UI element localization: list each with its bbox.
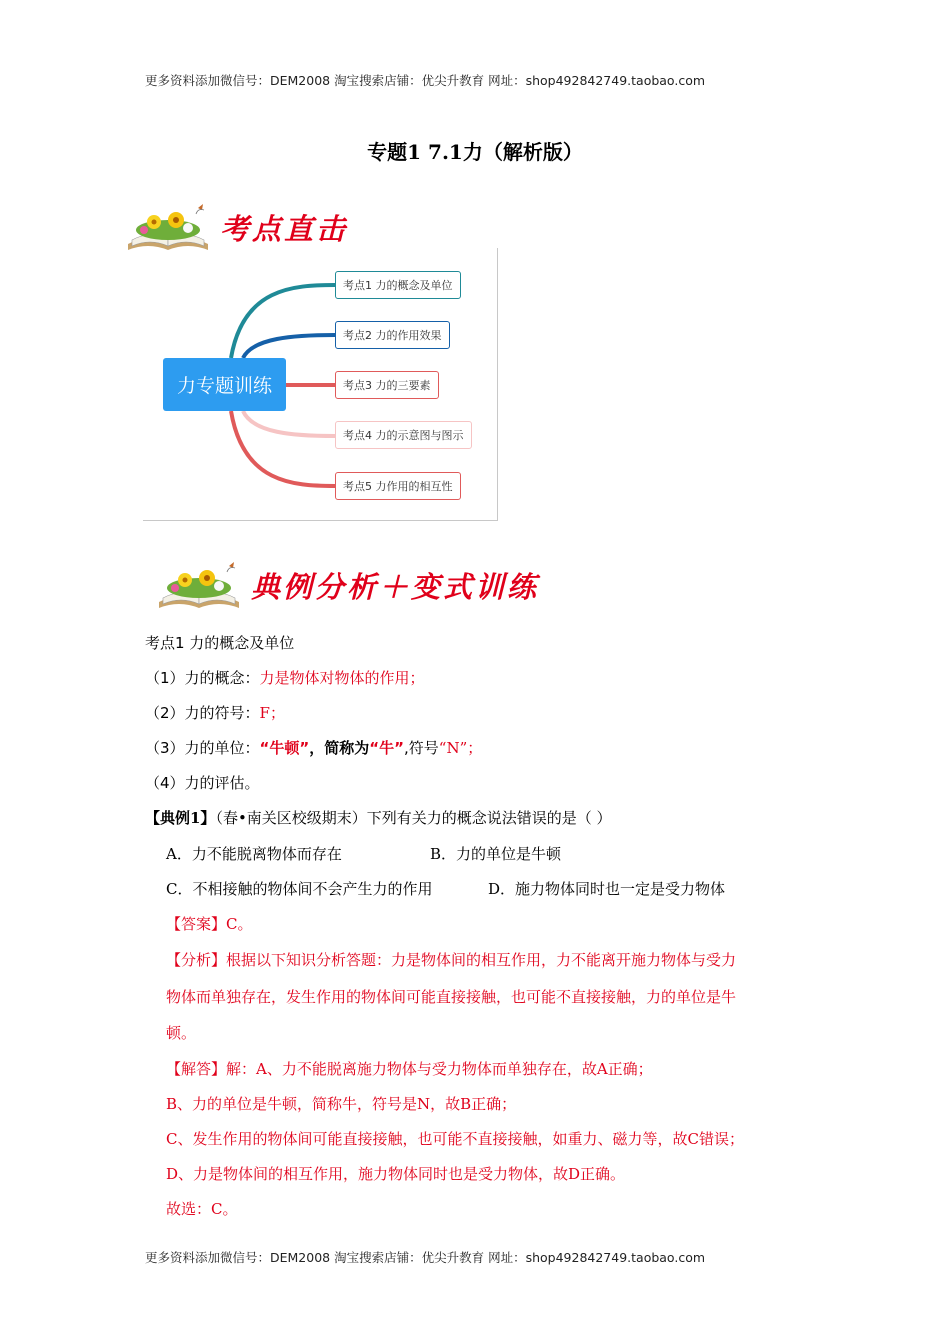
mindmap-leaf-5: 考点5 力作用的相互性	[335, 472, 461, 500]
concept-value: “N”；	[438, 739, 483, 757]
concept-value: F；	[259, 704, 285, 722]
page-title: 专题1 7.1力（解析版）	[367, 140, 583, 164]
analysis-line: 顿。	[166, 1024, 197, 1042]
choice-line: 故选：C。	[166, 1200, 238, 1218]
mindmap-leaf-4: 考点4 力的示意图与图示	[335, 421, 472, 449]
mindmap-leaf-2: 考点2 力的作用效果	[335, 321, 450, 349]
concept-line-3	[145, 737, 482, 758]
mindmap	[143, 248, 498, 521]
option-a: A．力不能脱离物体而存在	[166, 845, 342, 863]
concept-label: （2）力的符号：	[145, 704, 260, 722]
page-header: 更多资料添加微信号：DEM2008 淘宝搜索店铺：优尖升教育 网址：shop492842749.taobao.com	[145, 73, 706, 88]
mindmap-leaf-1: 考点1 力的概念及单位	[335, 271, 461, 299]
concept-value: ,符号	[404, 739, 439, 757]
solution-line: C、发生作用的物体间可能直接接触，也可能不直接接触，如重力、磁力等，故C错误；	[166, 1130, 744, 1148]
banner-dianli	[155, 558, 539, 612]
example-question-text: （春•南关区校级期末）下列有关力的概念说法错误的是（ ）	[215, 809, 612, 827]
solution-line: 【解答】解：A、力不能脱离施力物体与受力物体而单独存在，故A正确；	[166, 1060, 653, 1078]
mindmap-center-node: 力专题训练	[163, 358, 286, 411]
page-footer: 更多资料添加微信号：DEM2008 淘宝搜索店铺：优尖升教育 网址：shop492842749.taobao.com	[145, 1250, 706, 1265]
option-d: D．施力物体同时也一定是受力物体	[488, 880, 726, 898]
concept-line-1	[145, 667, 425, 688]
option-b: B．力的单位是牛顿	[430, 845, 562, 863]
solution-line: B、力的单位是牛顿，简称牛，符号是N，故B正确；	[166, 1095, 517, 1113]
concept-line-2	[145, 702, 285, 723]
option-c: C．不相接触的物体间不会产生力的作用	[166, 880, 433, 898]
example-question	[145, 807, 612, 828]
concept-line-4: （4）力的评估。	[145, 774, 260, 792]
analysis-line: 物体而单独存在，发生作用的物体间可能直接接触，也可能不直接接触，力的单位是牛	[166, 988, 737, 1006]
banner-kaodian-text: 考点直击	[220, 211, 349, 246]
banner-kaodian	[124, 200, 348, 254]
concept-value: 力是物体对物体的作用；	[259, 669, 425, 687]
concept-label: （1）力的概念：	[145, 669, 260, 687]
open-book-flowers-icon	[155, 558, 243, 612]
example-tag: 【典例1】	[145, 809, 216, 827]
open-book-flowers-icon	[124, 200, 212, 254]
banner-dianli-text: 典例分析＋变式训练	[251, 569, 540, 604]
concept-value: “牛”	[369, 739, 404, 757]
mindmap-leaf-3: 考点3 力的三要素	[335, 371, 439, 399]
answer: 【答案】C。	[166, 915, 253, 933]
concept-value: “牛顿”	[259, 739, 310, 757]
concept-label: （3）力的单位：	[145, 739, 260, 757]
concept-value: ，简称为	[309, 739, 370, 757]
section-heading: 考点1 力的概念及单位	[145, 634, 295, 652]
solution-line: D、力是物体间的相互作用，施力物体同时也是受力物体，故D正确。	[166, 1165, 626, 1183]
analysis-line: 【分析】根据以下知识分析答题：力是物体间的相互作用，力不能离开施力物体与受力	[166, 951, 737, 969]
